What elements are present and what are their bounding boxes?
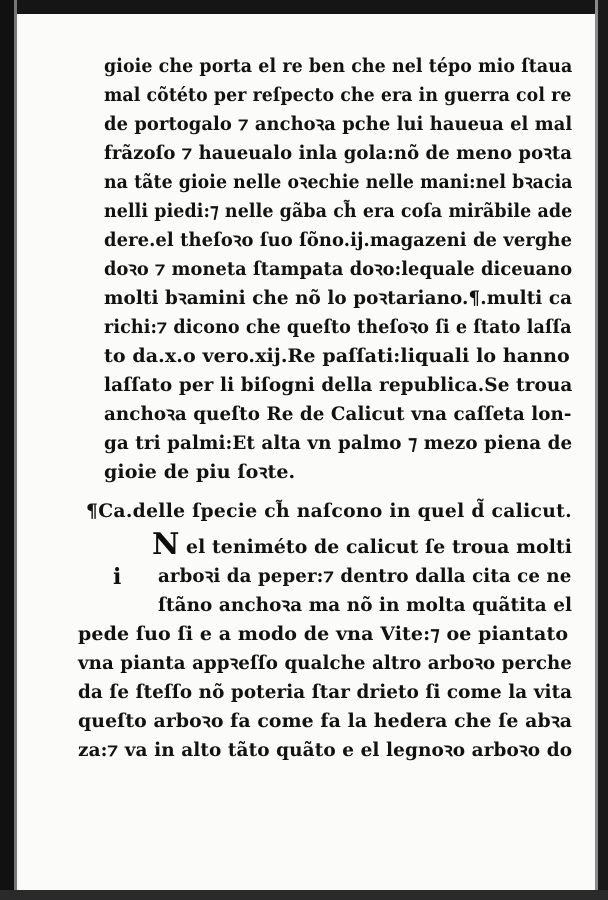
text-line-10: richi:⁊ dicono che queſto theſoꝛo ſi e ſtato laſſa (104, 316, 572, 338)
chapter-line-2: arboꝛi da peper:⁊ dentro dalla cita ce ne (158, 565, 572, 587)
chapter-line-1: el teniméto de calicut ſe troua molti (186, 536, 573, 558)
chapter-line-4: pede ſuo ſi e a modo de vna Vite:⁊ oe piantato (78, 623, 569, 645)
chapter-line-5: vna pianta appꝛeſſo qualche altro arboꝛo perche (78, 652, 572, 674)
drop-initial: N (152, 527, 180, 562)
text-line-6: nelli piedi:⁊ nelle gãba ch̃ era coſa mirãbile ade (104, 200, 573, 222)
chapter-line-8: za:⁊ va in alto tãto quãto e el legnoꝛo arboꝛo do (78, 739, 573, 761)
text-line-7: dere.el theſoꝛo ſuo ſõno.ij.magazeni de verghe (104, 229, 573, 251)
text-line-4: frãzoſo ⁊ haueualo inla gola:nõ de meno poꝛta (104, 142, 572, 164)
text-line-5: na tãte gioie nelle oꝛechie nelle mani:nel bꝛacia (104, 171, 573, 193)
text-line-13: anchoꝛa queſto Re de Calicut vna caſſeta lon- (104, 403, 572, 425)
text-line-9: molti bꝛamini che nõ lo poꝛtariano.¶.multi ca (104, 287, 573, 309)
text-line-12: laſſato per li biſogni della republica.Se troua (104, 374, 573, 396)
chapter-line-7: queſto arboꝛo fa come fa la hedera che ſe abꝛa (78, 710, 573, 732)
chapter-line-3: ſtãno anchoꝛa ma nõ in molta quãtita el (158, 594, 573, 616)
text-line-8: doꝛo ⁊ moneta ſtampata doꝛo:lequale diceuano (104, 258, 573, 280)
marginal-letter: i (113, 564, 122, 590)
text-line-15: gioie de piu ſoꝛte. (104, 461, 296, 483)
text-line-14: ga tri palmi:Et alta vn palmo ⁊ mezo piena de (104, 432, 573, 454)
text-line-3: de portogalo ⁊ anchoꝛa pche lui haueua el mal (104, 113, 573, 135)
text-line-11: to da.x.o vero.xij.Re paſſati:liquali lo hanno (104, 345, 570, 367)
text-line-1: gioie che porta el re ben che nel tépo mio ſtaua (104, 55, 573, 77)
chapter-heading: ¶Ca.delle ſpecie ch̃ naſcono in quel d̃ calicut. (86, 500, 572, 522)
text-line-2: mal cõtéto per reſpecto che era in guerra col re (104, 84, 572, 106)
chapter-line-6: da ſe ſteſſo nõ poteria ſtar drieto ſi come la vita (78, 681, 573, 703)
